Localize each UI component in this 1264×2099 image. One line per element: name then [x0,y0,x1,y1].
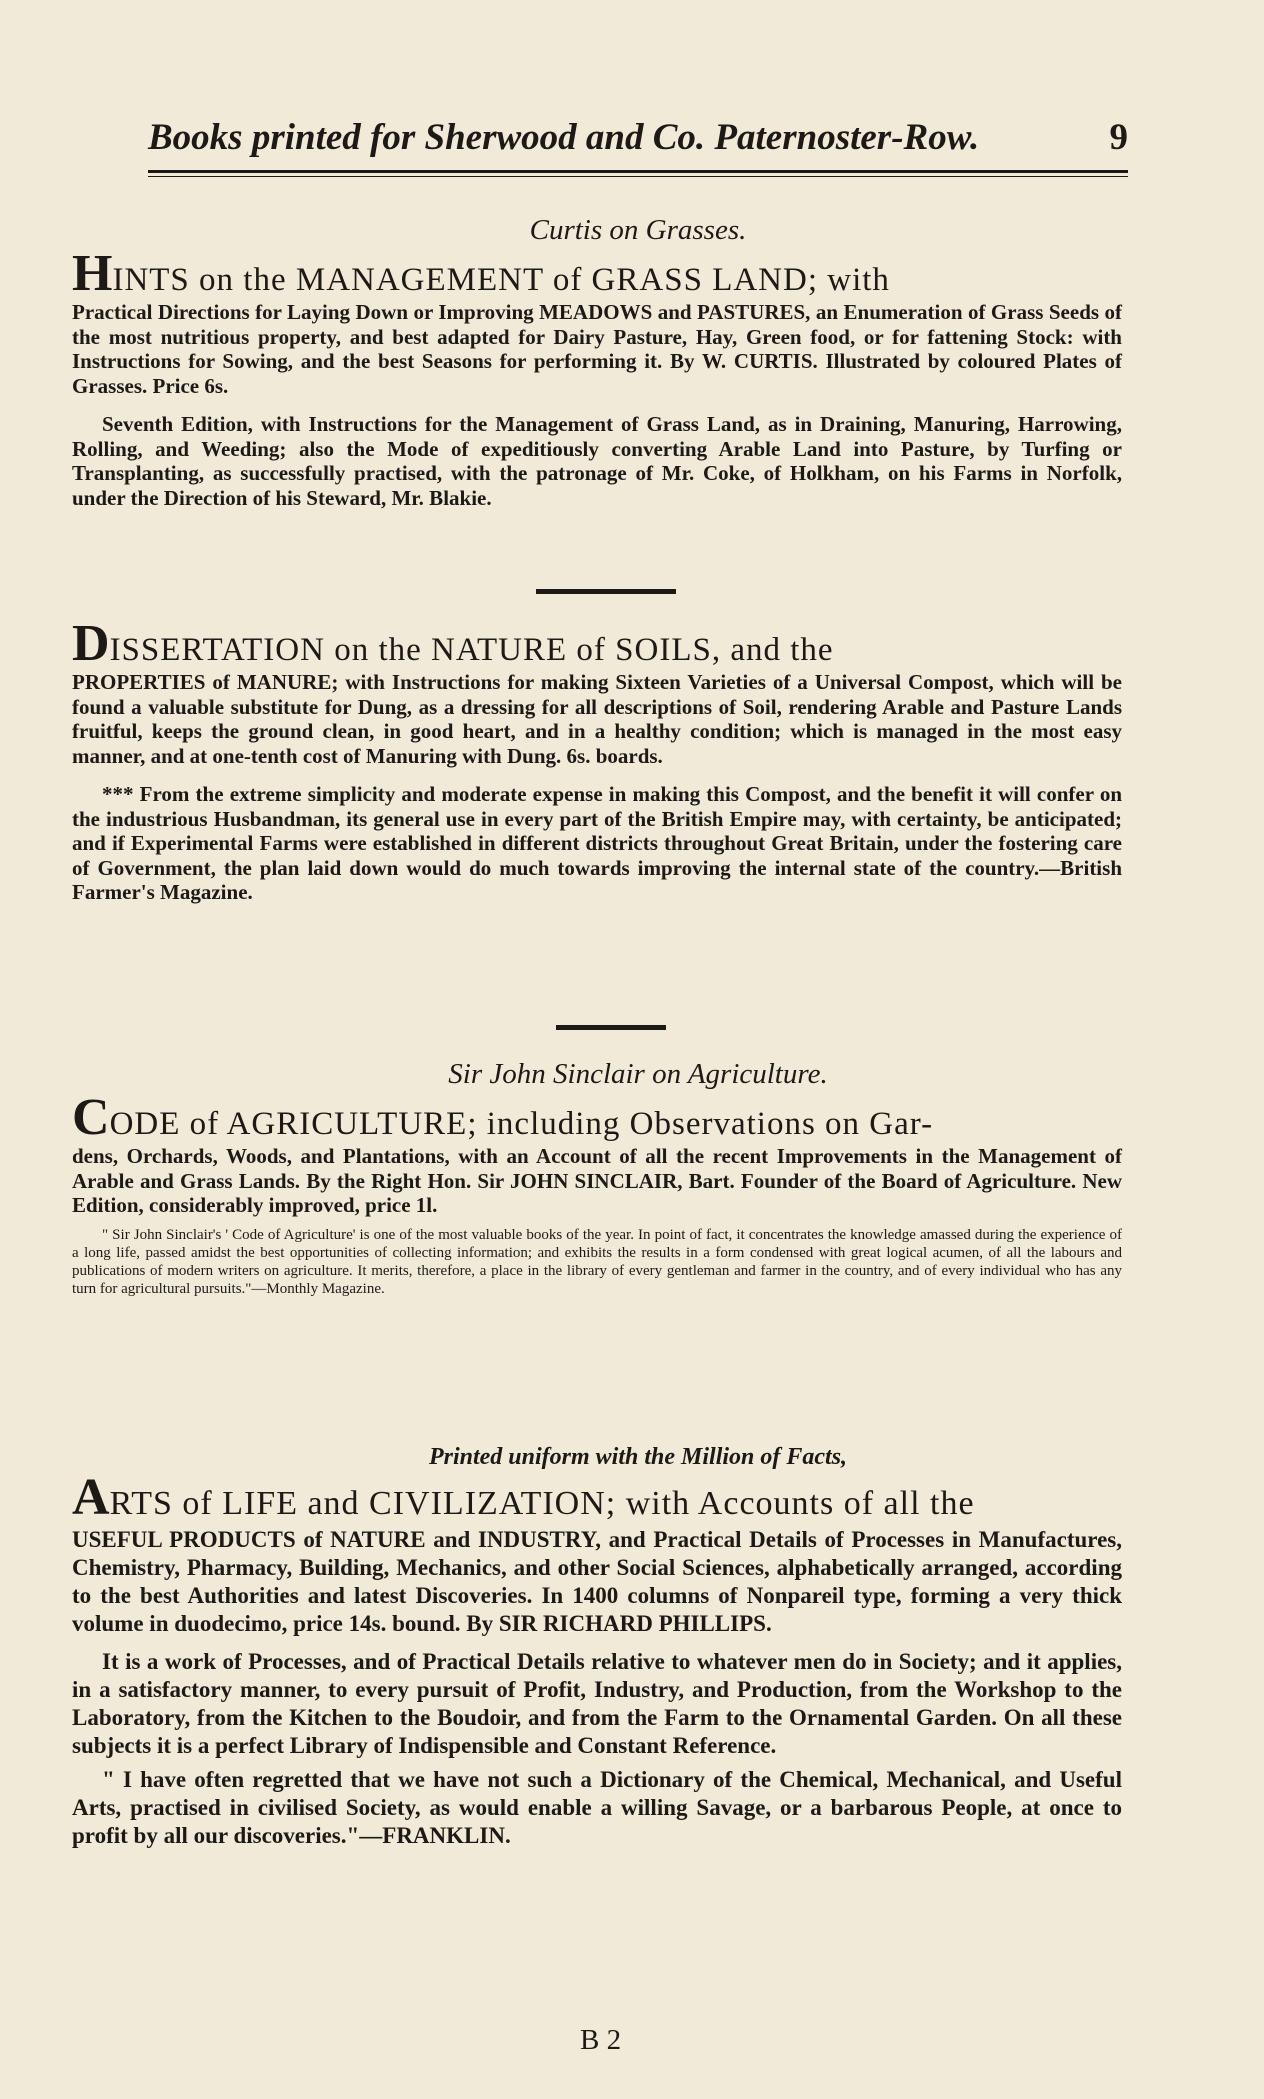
entry-body: PROPERTIES of MANURE; with Instructions for making Sixteen Varieties of a Universal Compost, which will be found a valuable substitute for Dung, as a dressing for all descriptions of Soil, rendering Arable and Pasture Lands fruitful, keeps the ground clean, in good heart, and in a healthy condition; which is managed in the most easy manner, and at one-tenth cost of Manuring with Dung. 6s. boards. [72,670,1122,768]
entry-lead [72,1469,1122,1526]
entry-body: USEFUL PRODUCTS of NATURE and INDUSTRY, and Practical Details of Processes in Manufactures, Chemistry, Pharmacy, Building, Mechanics, and other Social Sciences, alphabetically arranged, according to the best Authorities and latest Discoveries. In 1400 columns of Nonpareil type, forming a very thick volume in duodecimo, price 14s. bound. By SIR RICHARD PHILLIPS. [72,1527,1122,1636]
entry-body: Practical Directions for Laying Down or Improving MEADOWS and PASTURES, an Enumeration of Grass Seeds of the most nutritious property, and best adapted for Dairy Pasture, Hay, Green food, or for fattening Stock: with Instructions for Sowing, and the best Seasons for performing it. By W. CURTIS. Illustrated by coloured Plates of Grasses. Price 6s. [72,300,1122,398]
lead-text: INTS on the MANAGEMENT of GRASS LAND; with [112,262,890,298]
running-header [148,116,1128,159]
lead-text: ODE of AGRICULTURE; including Observations on Gar- [109,1106,934,1142]
entry-note: " Sir John Sinclair's ' Code of Agriculture' is one of the most valuable books of the year. In point of fact, it concentrates the knowledge amassed during the experience of a long life, passed amidst the best opportunities of collecting information; and exhibits the results in a form condensed with great logical acumen, of all the labours and publications of modern writers on agriculture. It merits, therefore, a place in the library of every gentleman and farmer in the country, and of every individual who has any turn for agricultural pursuits."—Monthly Magazine. [72,1226,1122,1297]
entry-code-agriculture [72,1089,1122,1298]
section-heading-sinclair: Sir John Sinclair on Agriculture. [448,1058,828,1090]
lead-text: RTS of LIFE and CIVILIZATION; with Accounts of all the [109,1485,975,1522]
entry-curtis-grasses [72,245,1122,510]
entry-note: Seventh Edition, with Instructions for the Management of Grass Land, as in Draining, Manuring, Harrowing, Rolling, and Weeding; also the Mode of expeditiously converting Arable Land into Pasture, by Turfing or Transplanting, as successfully practised, with the patronage of Mr. Coke, of Holkham, on his Farms in Norfolk, under the Direction of his Steward, Mr. Blakie. [72,412,1122,510]
section-divider [536,589,676,594]
entry-note: It is a work of Processes, and of Practical Details relative to whatever men do in Society; and it applies, in a satisfactory manner, to every pursuit of Profit, Industry, and Production, from the Workshop to the Laboratory, from the Kitchen to the Boudoir, and from the Farm to the Ornamental Garden. On all these subjects it is a perfect Library of Indispensible and Constant Reference. [72,1649,1122,1758]
entry-soils-dissertation [72,615,1122,905]
dropcap: D [72,615,110,672]
section-divider [556,1025,666,1030]
entry-body: dens, Orchards, Woods, and Plantations, with an Account of all the recent Improvements in the Management of Arable and Grass Lands. By the Right Hon. Sir JOHN SINCLAIR, Bart. Founder of the Board of Agriculture. New Edition, considerably improved, price 1l. [72,1144,1122,1217]
entry-arts-civilization [72,1469,1122,1850]
page-number: 9 [1109,117,1128,158]
signature-mark: B 2 [580,2024,622,2056]
entry-lead [72,245,1122,302]
entry-lead [72,615,1122,672]
section-heading-curtis: Curtis on Grasses. [529,214,747,246]
dropcap: A [72,1469,110,1526]
header-title: Books printed for Sherwood and Co. Paternoster-Row. [148,117,980,158]
entry-note: *** From the extreme simplicity and moderate expense in making this Compost, and the benefit it will confer on the industrious Husbandman, its general use in every part of the British Empire may, with certainty, be anticipated; and if Experimental Farms were established in different districts throughout Great Britain, under the fostering care of Government, the plan laid down would do much towards improving the internal state of the country.—British Farmer's Magazine. [72,782,1122,904]
section-heading-arts: Printed uniform with the Million of Facts, [428,1444,848,1470]
entry-lead [72,1089,1122,1146]
header-rule-thin [148,176,1128,177]
lead-text: ISSERTATION on the NATURE of SOILS, and the [109,632,834,668]
dropcap: C [72,1089,110,1146]
entry-quote: " I have often regretted that we have not such a Dictionary of the Chemical, Mechanical, and Useful Arts, practised in civilised Society, as would enable a willing Savage, or a barbarous People, at once to profit by all our discoveries."—FRANKLIN. [72,1767,1122,1848]
header-rule [148,170,1128,173]
dropcap: H [72,245,113,302]
